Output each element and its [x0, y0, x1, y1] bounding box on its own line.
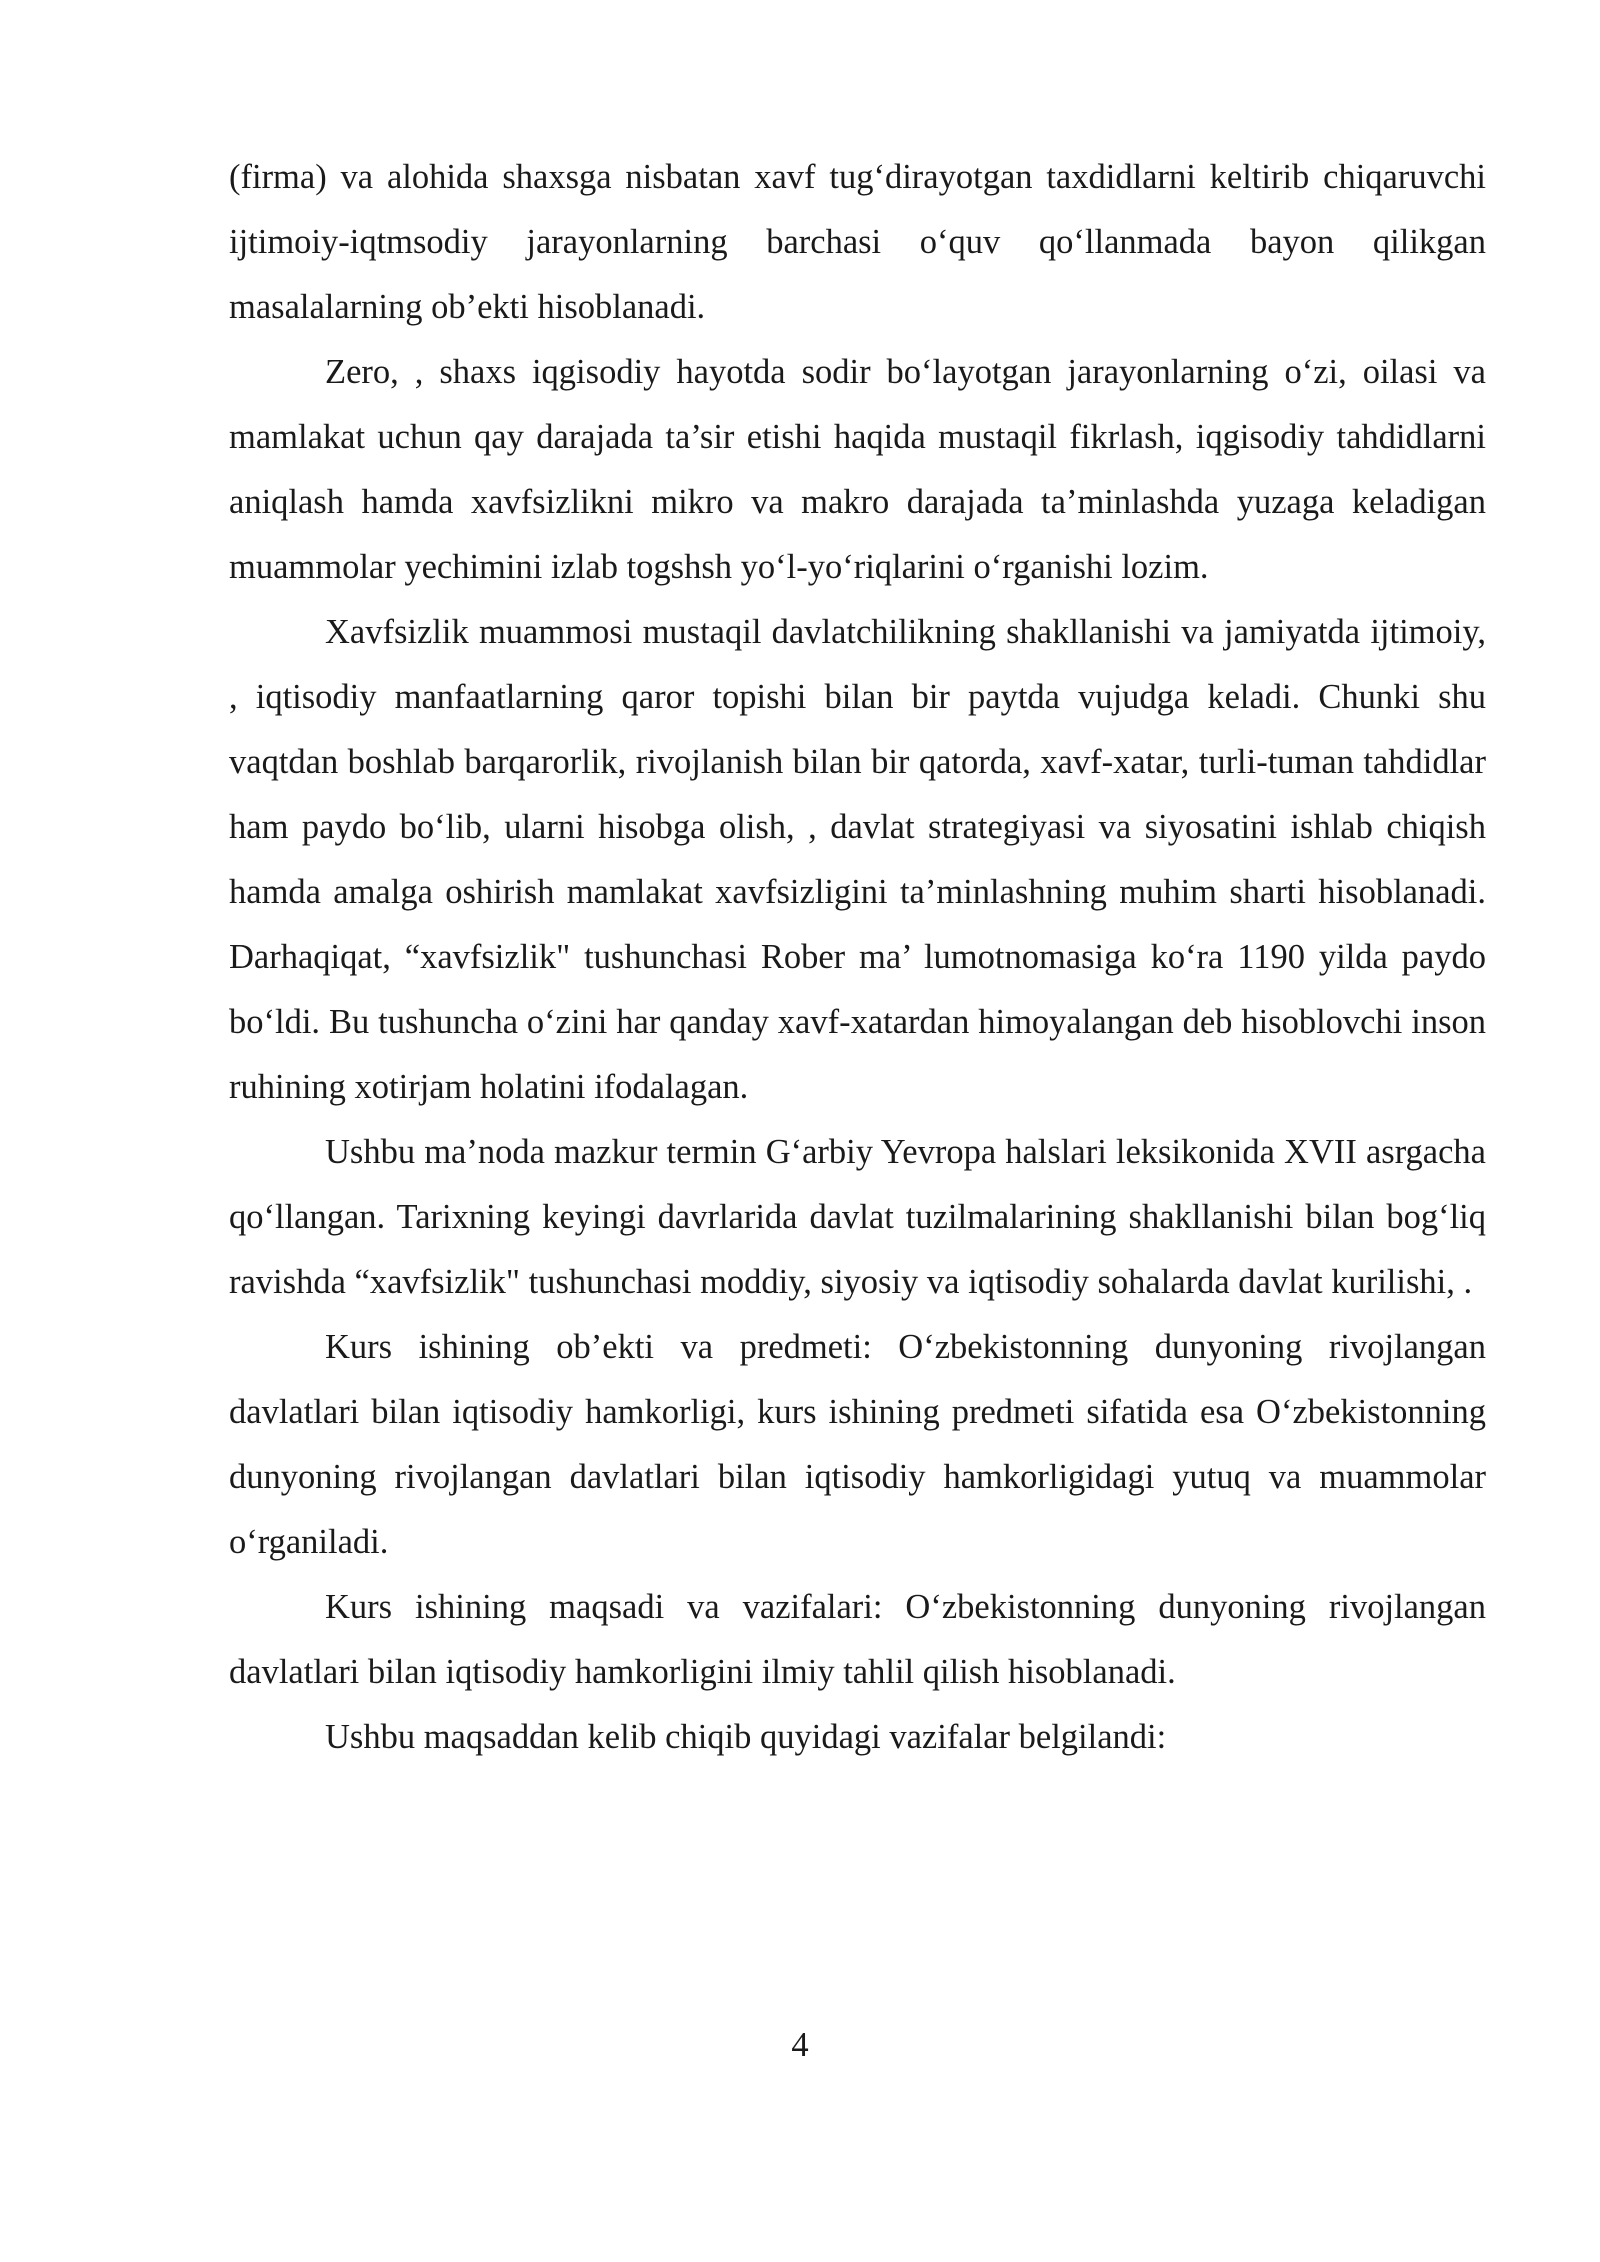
paragraph-zero: Zero, , shaxs iqgisodiy hayotda sodir bo‘layotgan jarayonlarning o‘zi, oilasi va mamlakat uchun qay darajada ta’sir etishi haqida mustaqil fikrlash, iqgisodiy tahdidlarni aniqlash hamda xavfsizlikni mikro va makro darajada ta’minlashda yuzaga keladigan muammolar yechimini izlab togshsh yo‘l-yo‘riqlarini o‘rganishi lozim. — [229, 353, 1486, 586]
paragraph-continued: (firma) va alohida shaxsga nisbatan xavf tug‘dirayotgan taxdidlarni keltirib chiqaruvchi ijtimoiy-iqtmsodiy jarayonlarning barchasi o‘quv qo‘llanmada bayon qilikgan masalalarning ob’ekti hisoblanadi. — [229, 158, 1486, 326]
paragraph-xavfsizlik-muammosi: Xavfsizlik muammosi mustaqil davlatchilikning shakllanishi va jamiyatda ijtimoiy, , iqtisodiy manfaatlarning qaror topishi bilan bir paytda vujudga keladi. Chunki shu vaqtdan boshlab barqarorlik, rivojlanish bilan bir qatorda, xavf-xatar, turli-tuman tahdidlar ham paydo bo‘lib, ularni hisobga olish, , davlat strategiyasi va siyosatini ishlab chiqish hamda amalga oshirish mamlakat xavfsizligini ta’minlashning muhim sharti hisoblanadi. Darhaqiqat, “xavfsizlik" tushunchasi Rober ma’ lumotnomasiga ko‘ra 1190 yilda paydo bo‘ldi. Bu tushuncha o‘zini har qanday xavf-xatardan himoyalangan deb hisoblovchi inson ruhining xotirjam holatini ifodalagan. — [229, 613, 1486, 1106]
page-number: 4 — [791, 2026, 809, 2064]
paragraph-kurs-maqsadi: Kurs ishining maqsadi va vazifalari: O‘zbekistonning dunyoning rivojlangan davlatlari bilan iqtisodiy hamkorligini ilmiy tahlil qilish hisoblanadi. — [229, 1588, 1486, 1691]
paragraph-kurs-obekti: Kurs ishining ob’ekti va predmeti: O‘zbekistonning dunyoning rivojlangan davlatlari bilan iqtisodiy hamkorligi, kurs ishining predmeti sifatida esa O‘zbekistonning dunyoning rivojlangan davlatlari bilan iqtisodiy hamkorligidagi yutuq va muammolar o‘rganiladi. — [229, 1328, 1486, 1561]
paragraph-ushbu-manoda: Ushbu ma’noda mazkur termin G‘arbiy Yevropa halslari leksikonida XVII asrgacha qo‘llangan. Tarixning keyingi davrlarida davlat tuzilmalarining shakllanishi bilan bog‘liq ravishda “xavfsizlik" tushunchasi moddiy, siyosiy va iqtisodiy sohalarda davlat kurilishi, . — [229, 1133, 1486, 1301]
document-body — [229, 145, 1486, 1770]
paragraph-vazifalar-intro: Ushbu maqsaddan kelib chiqib quyidagi vazifalar belgilandi: — [325, 1718, 1167, 1756]
